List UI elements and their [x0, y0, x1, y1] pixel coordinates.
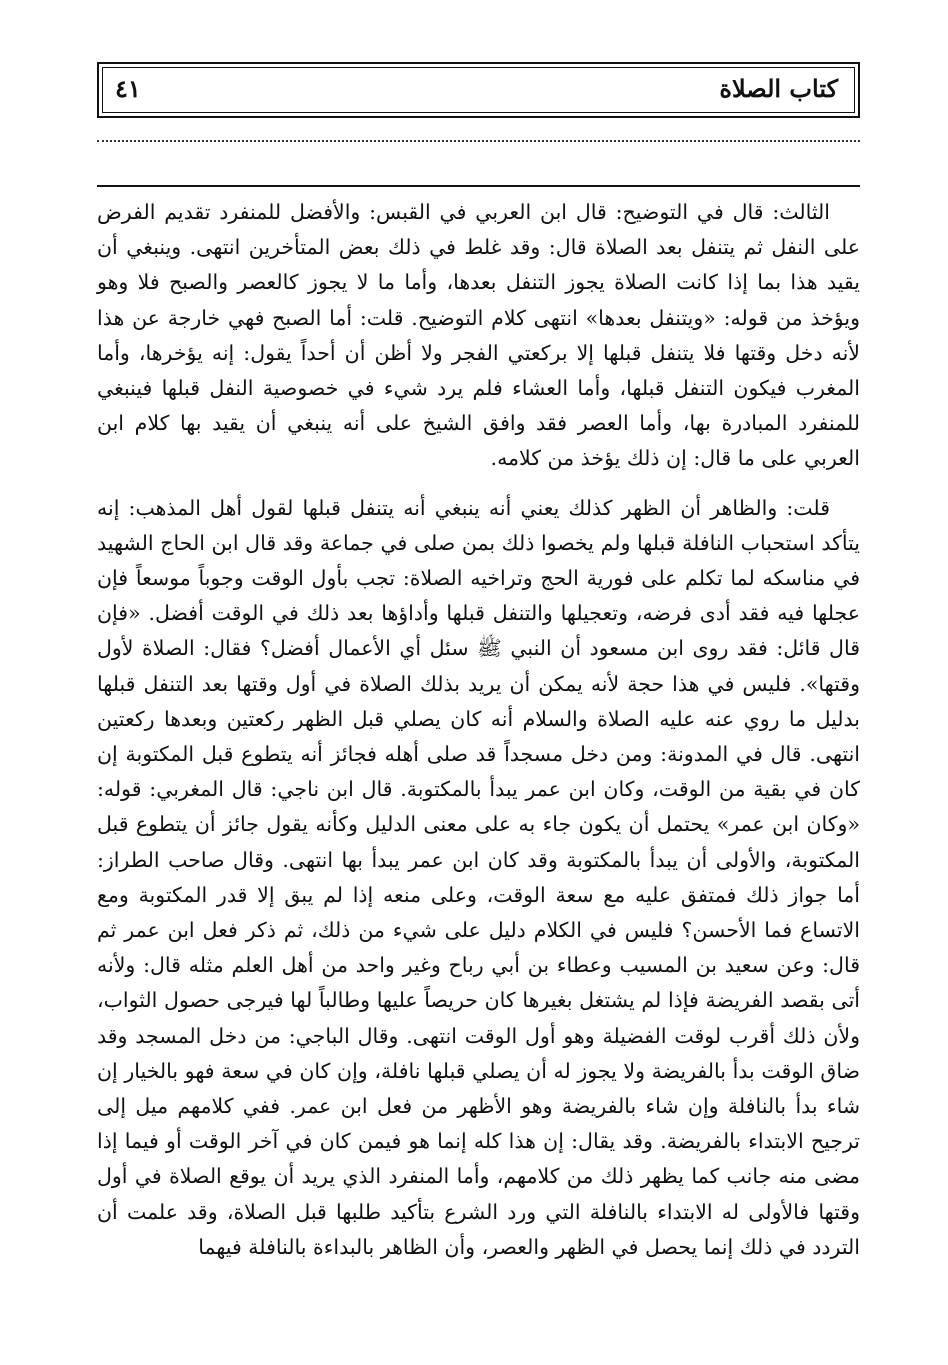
header-rule — [97, 185, 860, 187]
paragraph-2: قلت: والظاهر أن الظهر كذلك يعني أنه ينبغي أنه يتنفل قبلها لقول أهل المذهب: إنه يتأكد استحباب النافلة قبلها ولم يخصوا ذلك بمن صلى في جماعة وقد قال ابن الحاج الشهيد في مناسكه لما تكلم على فورية الحج وتراخيه الصلاة: تجب بأول الوقت وجوباً موسعاً فإن عجلها فيه فقد أدى فرضه، وتعجيلها والتنفل قبلها وأداؤها بعد ذلك في الوقت أفضل. «فإن قال قائل: فقد روى ابن مسعود أن النبي ﷺ سئل أي الأعمال أفضل؟ فقال: الصلاة لأول وقتها». فليس في هذا حجة لأنه يمكن أن يريد بذلك الصلاة في أول وقتها بعد التنفل قبلها بدليل ما روي عنه عليه الصلاة والسلام أنه كان يصلي قبل الظهر ركعتين وبعدها ركعتين انتهى. قال في المدونة: ومن دخل مسجداً قد صلى أهله فجائز أنه يتطوع قبل المكتوبة إن كان في بقية من الوقت، وكان ابن عمر يبدأ بالمكتوبة. قال ابن ناجي: قال المغربي: قوله: «وكان ابن عمر» يحتمل أن يكون جاء به على معنى الدليل وكأنه يقول جائز أن يتطوع قبل المكتوبة، والأولى أن يبدأ بالمكتوبة وقد كان ابن عمر يبدأ بها انتهى. وقال صاحب الطراز: أما جواز ذلك فمتفق عليه مع سعة الوقت، وعلى منعه إذا لم يبق إلا قدر المكتوبة ومع الاتساع فما الأحسن؟ فليس في الكلام دليل على شيء من ذلك، ثم ذكر فعل ابن عمر ثم قال: وعن سعيد بن المسيب وعطاء بن أبي رباح وغير واحد من أهل العلم مثله قال: ولأنه أتى بقصد الفريضة فإذا لم يشتغل بغيرها كان حريصاً عليها وطالباً لها فيرجى حصول الثواب، ولأن ذلك أقرب لوقت الفضيلة وهو أول الوقت انتهى. وقال الباجي: من دخل المسجد وقد ضاق الوقت بدأ بالفريضة ولا يجوز له أن يصلي قبلها نافلة، وإن كان في سعة فهو بالخيار إن شاء بدأ بالنافلة وإن شاء بالفريضة وهو الأظهر من فعل ابن عمر. ففي كلامهم ميل إلى ترجيح الابتداء بالفريضة. وقد يقال: إن هذا كله إنما هو فيمن كان في آخر الوقت أو فيما إذا مضى منه جانب كما يظهر ذلك من كلامهم، وأما المنفرد الذي يريد أن يوقع الصلاة في أول وقتها فالأولى له الابتداء بالنافلة التي ورد الشرع بتأكيد طلبها قبل الصلاة، وقد علمت أن التردد في ذلك إنما يحصل في الظهر والعصر، وأن الظاهر بالبداءة بالنافلة فيهما — [97, 495, 860, 1259]
body-text — [97, 195, 860, 1265]
running-title: كتاب الصلاة — [719, 74, 838, 103]
page-number: ٤١ — [115, 74, 141, 103]
dotted-divider — [97, 140, 860, 142]
paragraph-1: الثالث: قال في التوضيح: قال ابن العربي في القبس: والأفضل للمنفرد تقديم الفرض على النفل ثم يتنفل بعد الصلاة قال: وقد غلط في ذلك بعض المتأخرين انتهى. وينبغي أن يقيد هذا بما إذا كانت الصلاة يجوز التنفل بعدها، وأما ما لا يجوز كالعصر والصبح فلا وهو ويؤخذ من قوله: «ويتنفل بعدها» انتهى كلام التوضيح. قلت: أما الصبح فهي خارجة عن هذا لأنه دخل وقتها فلا يتنفل قبلها إلا بركعتي الفجر ولا أظن أن أحداً يقول: إنه يؤخرها، وأما المغرب فيكون التنفل قبلها، وأما العشاء فلم يرد شيء في خصوصية النفل قبلها فينبغي للمنفرد المبادرة بها، وأما العصر فقد وافق الشيخ على أنه ينبغي أن يقيد بها كلام ابن العربي على ما قال: إن ذلك يؤخذ من كلامه. — [97, 200, 860, 471]
page-header — [97, 62, 860, 118]
